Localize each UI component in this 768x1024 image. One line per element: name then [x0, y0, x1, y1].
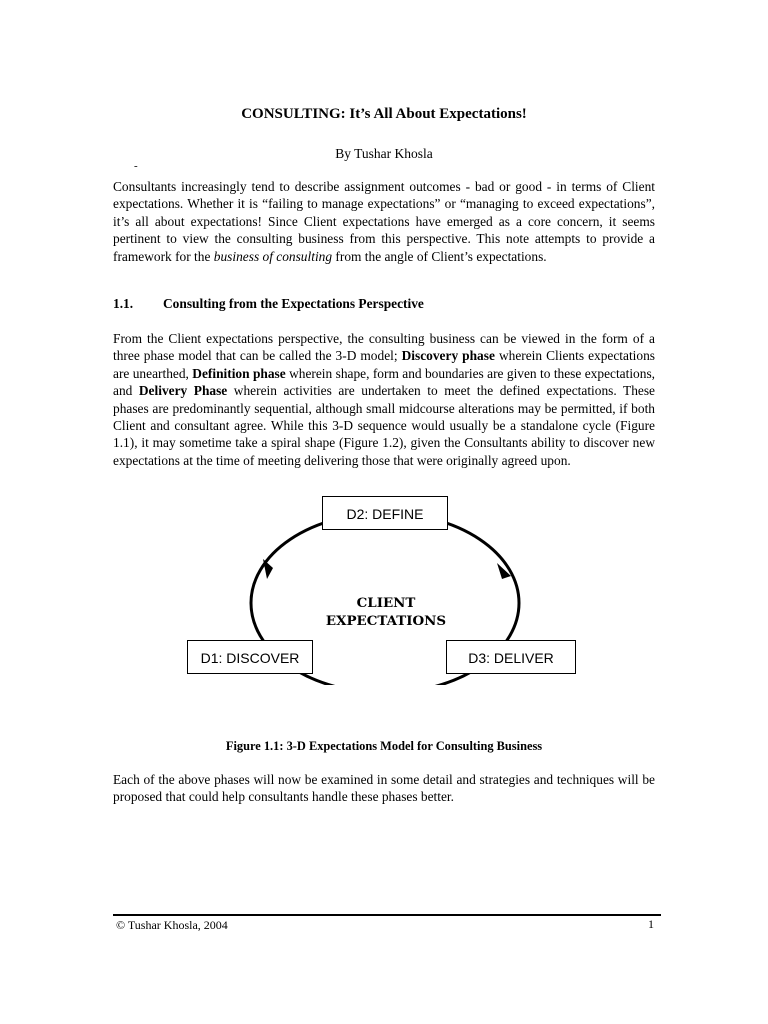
- section-title: Consulting from the Expectations Perspective: [163, 296, 424, 311]
- closing-paragraph: Each of the above phases will now be examined in some detail and strategies and techniques will be proposed that could help consultants handle these phases better.: [113, 772, 655, 805]
- body-text: wherein shape, form and boundaries are given to these expectations, and: [113, 365, 656, 399]
- center-line-1: CLIENT: [356, 595, 416, 611]
- author-line: By Tushar Khosla: [335, 146, 433, 161]
- intro-text-end: from the angle of Client’s expectations.: [332, 248, 547, 264]
- body-text: wherein Clients expectations are unearthed,: [113, 348, 655, 381]
- section-number: 1.1.: [113, 296, 134, 311]
- intro-paragraph: [113, 178, 655, 265]
- page-number: 1: [648, 917, 654, 931]
- arrow-left: [263, 559, 273, 579]
- center-line-2: EXPECTATIONS: [325, 613, 447, 629]
- define-box: D2: DEFINE: [322, 496, 448, 530]
- client-expectations-label: [316, 594, 456, 630]
- discovery-phase-term: Discovery phase: [401, 348, 495, 364]
- footer-copyright: © Tushar Khosla, 2004: [116, 918, 228, 932]
- body-paragraph: [113, 330, 655, 469]
- delivery-phase-term: Delivery Phase: [138, 383, 228, 399]
- section-heading: [113, 296, 424, 312]
- intro-italic: business of consulting: [213, 248, 333, 264]
- figure-caption: Figure 1.1: 3-D Expectations Model for Consulting Business: [225, 739, 543, 753]
- intro-text: Consultants increasingly tend to describe assignment outcomes - bad or good - in terms of Client expectations. Whether it is “failing to manage expectations” or “managing to exceed expectations”, it’s all about expectations! Since Client expectations have emerged as a core concern, it seems pertinent to view the consulting business from this perspective. This note attempts to provide a framework for the: [113, 179, 655, 264]
- deliver-box: D3: DELIVER: [446, 640, 576, 674]
- stray-mark: -: [134, 160, 138, 172]
- body-text: From the Client expectations perspective, the consulting business can be viewed in the form of a three phase model that can be called the 3-D model;: [113, 331, 655, 364]
- document-title: CONSULTING: It’s All About Expectations!: [241, 106, 527, 122]
- footer-divider: [113, 914, 661, 916]
- body-text: wherein activities are undertaken to meet the defined expectations. These phases are predominantly sequential, although small midcourse alterations may be permitted, if both Client and consultant agree. While this 3-D sequence would usually be a standalone cycle (Figure 1.1), it may sometime take a spiral shape (Figure 1.2), given the Consultants ability to discover new expectations at the time of meeting delivering those that were originally agreed upon.: [113, 383, 655, 468]
- discover-box: D1: DISCOVER: [187, 640, 313, 674]
- definition-phase-term: Definition phase: [192, 365, 286, 381]
